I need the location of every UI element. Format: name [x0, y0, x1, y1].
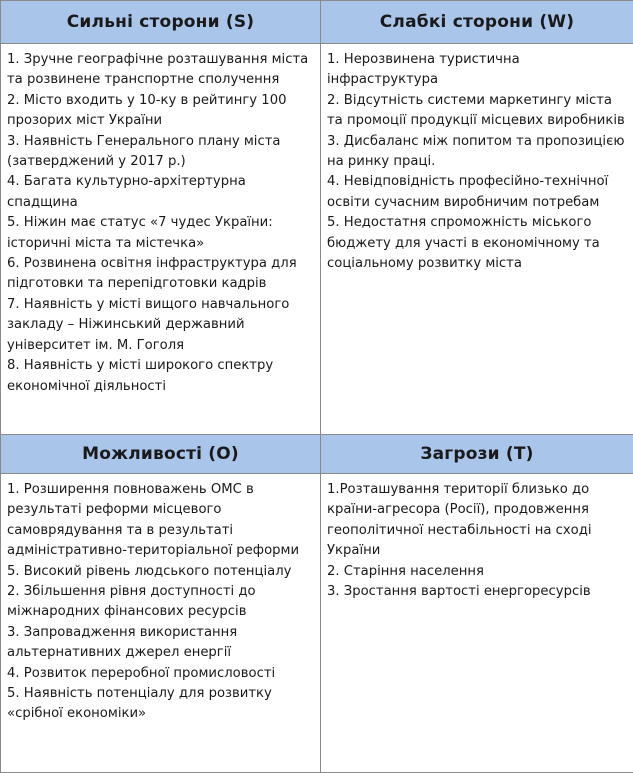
opportunities-list — [1, 474, 320, 725]
weaknesses-item-3: 3. Дисбаланс між попитом та пропозицією на ринку праці. — [327, 133, 625, 170]
opportunities-item-2: 5. Високий рівень людського потенціалу — [7, 563, 292, 579]
opportunities-item-4: 3. Запровадження використання альтернативних джерел енергії — [7, 624, 238, 661]
weaknesses-item-2: 2. Відсутність системи маркетингу міста та промоції продукції місцевих виробників — [327, 92, 625, 129]
strengths-item-6: 6. Розвинена освітня інфраструктура для підготовки та перепідготовки кадрів — [7, 256, 297, 292]
strengths-item-1: 1. Зручне географічне розташування міста та розвинене транспортне сполучення — [7, 52, 309, 88]
strengths-item-3: 3. Наявність Генерального плану міста (затверджений у 2017 р.) — [7, 133, 281, 170]
opportunities-item-1: 1. Розширення повноважень ОМС в результаті реформи місцевого самоврядування та в результаті адміністративно-територіальної реформи — [7, 482, 300, 559]
weaknesses-item-1: 1. Нерозвинена туристична інфраструктура — [327, 52, 520, 88]
weaknesses-cell — [321, 44, 633, 435]
weaknesses-item-5: 5. Недостатня спроможність міського бюджету для участі в економічному та соціальному розвитку міста — [327, 215, 600, 272]
threats-cell — [321, 474, 633, 773]
threats-list — [321, 474, 633, 602]
opportunities-cell — [1, 474, 321, 773]
threats-item-2: 2. Старіння населення — [327, 563, 484, 579]
strengths-cell — [1, 44, 321, 435]
threats-item-1: 1.Розташування території близько до країни-агресора (Росії), продовження геополітичної нестабільності на сході України — [327, 482, 592, 559]
strengths-list — [1, 44, 320, 397]
weaknesses-header: Слабкі сторони (W) — [321, 1, 633, 44]
opportunities-item-6: 5. Наявність потенціалу для розвитку «срібної економіки» — [7, 686, 272, 722]
strengths-header: Сильні сторони (S) — [1, 1, 321, 44]
opportunities-header: Можливості (О) — [1, 435, 321, 474]
strengths-item-2: 2. Місто входить у 10-ку в рейтингу 100 прозорих міст України — [7, 92, 287, 129]
strengths-item-8: 8. Наявність у місті широкого спектру економічної діяльності — [7, 358, 274, 394]
strengths-item-4: 4. Багата культурно-архітертурна спадщина — [7, 174, 246, 210]
weaknesses-list — [321, 44, 633, 274]
strengths-item-5: 5. Ніжин має статус «7 чудес України: історичні міста та містечка» — [7, 215, 273, 251]
strengths-item-7: 7. Наявність у місті вищого навчального закладу – Ніжинський державний університет ім. М. Гоголя — [7, 296, 290, 353]
opportunities-item-5: 4. Розвиток переробної промисловості — [7, 665, 276, 681]
threats-item-3: 3. Зростання вартості енергоресурсів — [327, 584, 591, 600]
threats-header: Загрози (Т) — [321, 435, 633, 474]
weaknesses-item-4: 4. Невідповідність професійно-технічної освіти сучасним виробничим потребам — [327, 174, 609, 210]
opportunities-item-3: 2. Збільшення рівня доступності до міжнародних фінансових ресурсів — [7, 584, 256, 620]
